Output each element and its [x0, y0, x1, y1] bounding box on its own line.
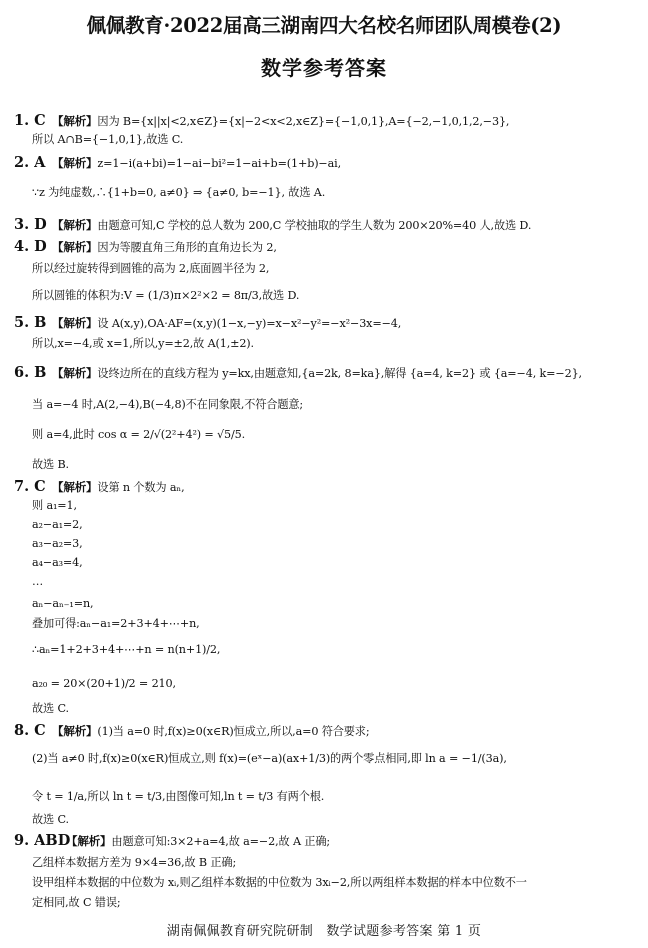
analysis-tag: 【解析】: [52, 156, 98, 170]
line-text: a₂₀ = 20×(20+1)/2 = 210,: [32, 677, 176, 690]
page-footer: 湖南佩佩教育研究院研制 数学试题参考答案 第 1 页: [166, 924, 482, 939]
line-text: 乙组样本数据方差为 9×4=36,故 B 正确;: [32, 856, 237, 869]
text-line: [32, 458, 69, 472]
text-line: [32, 186, 325, 200]
text-line: [32, 518, 83, 532]
text-line: [32, 133, 183, 147]
line-text: a₄−a₃=4,: [32, 556, 83, 569]
text-line: [32, 677, 176, 691]
line-text: z=1−i(a+bi)=1−ai−bi²=1−ai+b=(1+b)−ai,: [97, 157, 342, 170]
question-number: 5. B: [14, 314, 47, 331]
line-text: 设终边所在的直线方程为 y=kx,由题意知,{a=2k, 8=ka},解得 {a=4, k=2} 或 {a=−4, k=−2},: [97, 367, 582, 380]
line-text: …: [32, 575, 44, 588]
text-line: [32, 398, 303, 412]
line-text: a₃−a₂=3,: [32, 537, 83, 550]
line-text: (2)当 a≠0 时,f(x)≥0(x∈R)恒成立,则 f(x)=(eˣ−a)(ax+1/3)的两个零点相同,即 ln a = −1/(3a),: [32, 752, 507, 765]
question-number: 1. C: [14, 112, 46, 129]
analysis-tag: 【解析】: [52, 480, 98, 494]
line-text: 故选 C.: [32, 702, 69, 715]
text-line: [52, 366, 582, 381]
line-text: 故选 B.: [32, 458, 69, 471]
text-line: [32, 617, 200, 631]
line-text: 因为等腰直角三角形的直角边长为 2,: [97, 241, 277, 254]
line-text: 令 t = 1/a,所以 ln t = t/3,由图像可知,ln t = t/3 有两个根.: [32, 790, 325, 803]
text-line: [52, 316, 401, 331]
line-text: ∴aₙ=1+2+3+4+⋯+n = n(n+1)/2,: [32, 643, 221, 656]
text-line: [52, 240, 277, 255]
text-line: [32, 428, 245, 442]
text-line: [32, 856, 236, 870]
text-line: [52, 218, 531, 233]
analysis-tag: 【解析】: [66, 834, 112, 848]
analysis-tag: 【解析】: [52, 240, 98, 254]
question-number: 9. ABD: [14, 832, 71, 849]
line-text: 设甲组样本数据的中位数为 xᵢ,则乙组样本数据的中位数为 3xᵢ−2,所以两组样本数据的样本中位数不一: [32, 876, 527, 889]
text-line: [32, 813, 69, 827]
line-text: ∵z 为纯虚数,∴{1+b=0, a≠0} ⇒ {a≠0, b=−1}, 故选 A.: [32, 186, 326, 199]
question-number: 3. D: [14, 216, 47, 233]
line-text: (1)当 a=0 时,f(x)≥0(x∈R)恒成立,所以,a=0 符合要求;: [97, 725, 370, 738]
line-text: 所以 A∩B={−1,0,1},故选 C.: [32, 133, 184, 146]
text-line: [32, 337, 254, 351]
line-text: 定相同,故 C 错误;: [32, 896, 121, 909]
question-number: 8. C: [14, 722, 46, 739]
question-number: 4. D: [14, 238, 47, 255]
line-text: 所以经过旋转得到圆锥的高为 2,底面圆半径为 2,: [32, 262, 270, 275]
question-number: 6. B: [14, 364, 47, 381]
text-line: [52, 156, 341, 171]
text-line: [32, 289, 299, 303]
line-text: 设 A(x,y),OA·AF=(x,y)(1−x,−y)=x−x²−y²=−x²−3x=−4,: [97, 317, 402, 330]
text-line: [52, 114, 509, 129]
line-text: a₂−a₁=2,: [32, 518, 83, 531]
text-line: [32, 643, 220, 657]
text-line: [52, 480, 184, 495]
line-text: 则 a=4,此时 cos α = 2/√(2²+4²) = √5/5.: [32, 428, 245, 441]
line-text: 故选 C.: [32, 813, 69, 826]
line-text: 所以,x=−4,或 x=1,所以,y=±2,故 A(1,±2).: [32, 337, 254, 350]
text-line: [32, 790, 324, 804]
line-text: aₙ−aₙ₋₁=n,: [32, 597, 94, 610]
line-text: 叠加可得:aₙ−a₁=2+3+4+⋯+n,: [32, 617, 200, 630]
text-line: [66, 834, 330, 849]
text-line: [32, 896, 120, 910]
line-text: 当 a=−4 时,A(2,−4),B(−4,8)不在同象限,不符合题意;: [32, 398, 304, 411]
text-line: [32, 499, 77, 513]
analysis-tag: 【解析】: [52, 218, 98, 232]
analysis-tag: 【解析】: [52, 366, 98, 380]
analysis-tag: 【解析】: [52, 114, 98, 128]
text-line: [52, 724, 369, 739]
text-line: [32, 702, 69, 716]
line-text: 由题意可知,C 学校的总人数为 200,C 学校抽取的学生人数为 200×20%=40 人,故选 D.: [97, 219, 532, 232]
text-line: [32, 556, 83, 570]
analysis-tag: 【解析】: [52, 724, 98, 738]
text-line: [32, 575, 43, 589]
text-line: [32, 537, 83, 551]
line-text: 所以圆锥的体积为:V = (1/3)π×2²×2 = 8π/3,故选 D.: [32, 289, 300, 302]
text-line: [32, 597, 93, 611]
question-number: 7. C: [14, 478, 46, 495]
document-subtitle: 数学参考答案: [261, 56, 387, 80]
line-text: 由题意可知:3×2+a=4,故 a=−2,故 A 正确;: [111, 835, 330, 848]
line-text: 设第 n 个数为 aₙ,: [97, 481, 185, 494]
question-number: 2. A: [14, 154, 46, 171]
text-line: [32, 262, 269, 276]
text-line: [32, 876, 527, 890]
line-text: 因为 B={x||x|<2,x∈Z}={x|−2<x<2,x∈Z}={−1,0,1},A={−2,−1,0,1,2,−3},: [97, 115, 510, 128]
analysis-tag: 【解析】: [52, 316, 98, 330]
text-line: [32, 752, 507, 766]
document-title: 佩佩教育·2022届高三湖南四大名校名师团队周模卷(2): [86, 14, 562, 37]
line-text: 则 a₁=1,: [32, 499, 77, 512]
